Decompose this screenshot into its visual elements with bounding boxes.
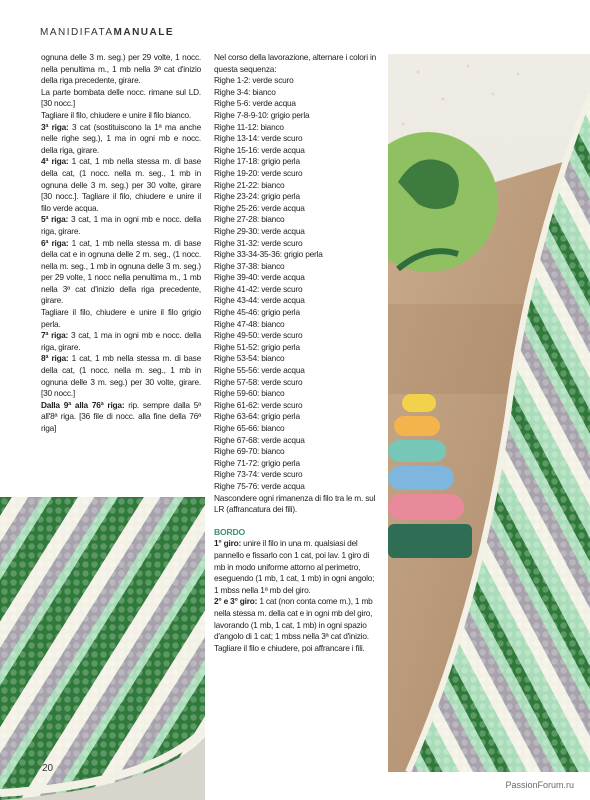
row-color-item: Righe 57-58: verde scuro <box>214 376 303 387</box>
row-color-item: Righe 11-12: bianco <box>214 121 284 132</box>
blanket-photo-left <box>0 497 205 800</box>
note-text: Nascondere ogni rimanenza di filo tra le m. sul LR (affrancatura dei fili). <box>214 492 376 515</box>
paragraph: La parte bombata delle nocc. rimane sul LD. [30 nocc.] <box>41 86 201 109</box>
row-color-item: Righe 5-6: verde acqua <box>214 98 296 109</box>
paragraph: 3ª riga: 3 cat (sostituiscono la 1ª ma anche nelle righe seg.), 1 ma in ogni mb e nocc. della riga, girare. <box>41 121 201 155</box>
row-color-item: Righe 51-52: grigio perla <box>214 341 300 352</box>
row-color-item: Righe 65-66: bianco <box>214 423 285 433</box>
color-sequence-column <box>214 52 378 654</box>
row-color-item: Righe 67-68: verde acqua <box>214 434 305 445</box>
running-header <box>40 27 174 38</box>
row-color-item: Righe 7-8-9-10: grigio perla <box>214 109 310 120</box>
paragraph: 4ª riga: 1 cat, 1 mb nella stessa m. di base della cat, (1 nocc. nella m. seg., 1 mb in ognuna delle 3 m. seg.) per 30 volte, girare [30 nocc.]. Tagliare il filo, chiudere e unire il filo verde acqua. <box>41 156 201 213</box>
paragraph: 5ª riga: 3 cat, 1 ma in ogni mb e nocc. della riga, girare. <box>41 214 201 236</box>
row-color-item: Righe 17-18: grigio perla <box>214 156 300 167</box>
row-color-item: Righe 45-46: grigio perla <box>214 307 300 318</box>
row-color-item: Righe 71-72: grigio perla <box>214 457 300 468</box>
row-color-item: Righe 3-4: bianco <box>214 86 276 97</box>
row-color-item: Righe 1-2: verde scuro <box>214 75 294 86</box>
paragraph: 7ª riga: 3 cat, 1 ma in ogni mb e nocc. della riga, girare. <box>41 330 201 352</box>
brand-part-a: MANIDIFATA <box>40 27 114 38</box>
row-color-item: Righe 53-54: bianco <box>214 353 285 364</box>
watermark: PassionForum.ru <box>505 780 574 790</box>
paragraph: 8ª riga: 1 cat, 1 mb nella stessa m. di base della cat, (1 nocc. nella m. seg., 1 mb in ognuna delle 3 m. seg.) per 30 volte, girare. [30 nocc.] <box>41 353 201 399</box>
row-color-item: Righe 23-24: grigio perla <box>214 191 300 202</box>
row-color-item: Righe 73-74: verde scuro <box>214 469 303 480</box>
row-color-item: Righe 41-42: verde scuro <box>214 283 303 294</box>
intro-text: Nel corso della lavorazione, alternare i colori in questa sequenza: <box>214 52 377 74</box>
row-color-item: Righe 29-30: verde acqua <box>214 225 305 236</box>
row-color-item: Righe 25-26: verde acqua <box>214 202 305 213</box>
row-color-item: Righe 47-48: bianco <box>214 318 285 329</box>
row-color-item: Righe 31-32: verde scuro <box>214 237 303 248</box>
row-color-item: Righe 55-56: verde acqua <box>214 365 305 376</box>
row-color-item: Righe 43-44: verde acqua <box>214 295 305 306</box>
paragraph: Dalla 9ª alla 76ª riga: rip. sempre dalla 5ª all'8ª riga. [36 file di nocc. alla fine della 76ª riga] <box>41 399 201 433</box>
paragraph: 6ª riga: 1 cat, 1 mb nella stessa m. di base della cat e in ognuna delle 2 m. seg., (1 nocc. nella m. seg., 1 mb in ognuna delle 3 m. seg.) per 29 volte, 1 nocc nella penultima m., 1 mb nella 3ª cat d'inizio della riga precedente, girare. <box>41 237 201 306</box>
instructions-column <box>41 52 201 435</box>
row-color-list <box>214 75 378 492</box>
row-color-item: Righe 75-76: verde acqua <box>214 480 305 491</box>
row-color-item: Righe 19-20: verde scuro <box>214 167 303 178</box>
paragraph: 1° giro: unire il filo in una m. qualsiasi del pannello e fissarlo con 1 cat, poi lav. 1 giro di mb in modo uniforme attorno al perimetro, eseguendo (1 mb, 1 cat, 1 mb) in ogni angolo; 1 mbss nella 1ª mb del giro. <box>214 538 375 595</box>
paragraph: Tagliare il filo, chiudere e unire il filo grigio perla. <box>41 307 201 329</box>
section-heading-bordo: BORDO <box>214 526 245 537</box>
row-color-item: Righe 21-22: bianco <box>214 179 285 190</box>
row-color-item: Righe 13-14: verde scuro <box>214 133 303 144</box>
row-color-item: Righe 61-62: verde scuro <box>214 399 303 410</box>
row-color-item: Righe 37-38: bianco <box>214 260 285 271</box>
toys-and-blanket-photo-right <box>388 54 590 772</box>
row-color-item: Righe 63-64: grigio perla <box>214 411 300 422</box>
row-color-item: Righe 49-50: verde scuro <box>214 330 303 341</box>
brand-part-b: MANUALE <box>113 27 175 38</box>
row-color-item: Righe 69-70: bianco <box>214 446 285 457</box>
row-color-item: Righe 33-34-35-36: grigio perla <box>214 249 323 260</box>
paragraph: ognuna delle 3 m. seg.) per 29 volte, 1 nocc. nella penultima m., 1 mb nella 3ª cat d'inizio della riga precedente, girare. <box>41 52 201 86</box>
paragraph: Tagliare il filo, chiudere e unire il filo bianco. <box>41 109 192 120</box>
paragraph: 2° e 3° giro: 1 cat (non conta come m.), 1 mb nella stessa m. della cat e in ogni mb del giro, lavorando (1 mb, 1 cat, 1 mb) in ogni spazio d'angolo di 1 cat; 1 mbss nella 3ª cat d'inizio. Tagliare il filo e chiudere, poi affrancare i fili. <box>214 596 373 653</box>
row-color-item: Righe 15-16: verde acqua <box>214 144 305 155</box>
row-color-item: Righe 27-28: bianco <box>214 214 285 225</box>
row-color-item: Righe 59-60: bianco <box>214 388 285 399</box>
row-color-item: Righe 39-40: verde acqua <box>214 272 305 283</box>
page-number: 20 <box>42 763 54 774</box>
